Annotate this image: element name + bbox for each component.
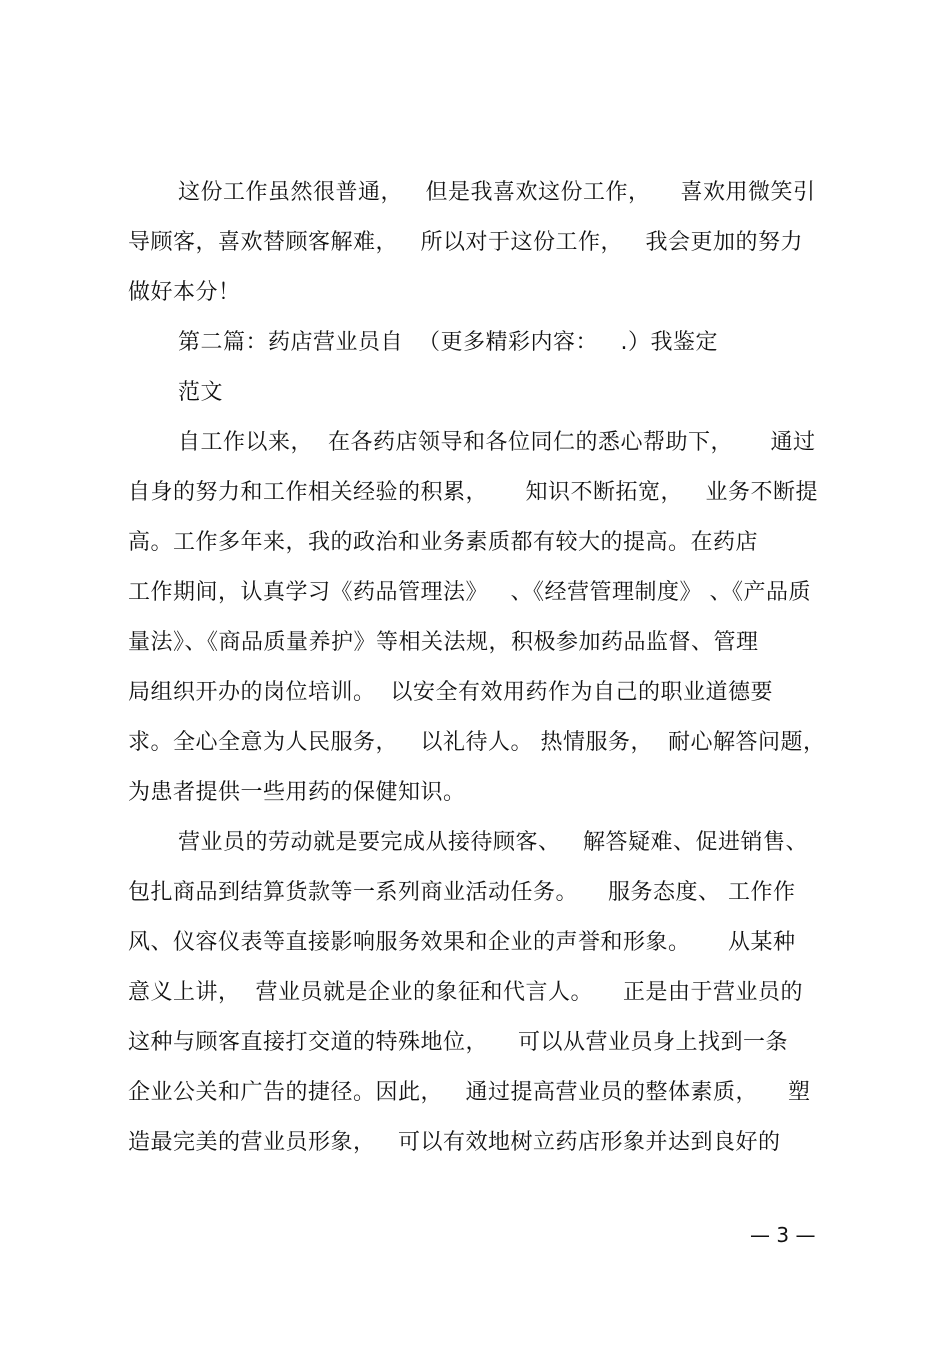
text-line: 导顾客，喜欢替顾客解难， 所以对于这份工作， 我会更加的努力: [128, 230, 803, 255]
text-line: 营业员的劳动就是要完成从接待顾客、 解答疑难、促进销售、: [178, 830, 808, 855]
text-line: 这份工作虽然很普通， 但是我喜欢这份工作， 喜欢用微笑引: [178, 180, 816, 205]
text-line: 自身的努力和工作相关经验的积累， 知识不断拓宽， 业务不断提: [128, 480, 818, 505]
text-line: 工作期间，认真学习《药品管理法》 、《经营管理制度》 、《产品质: [128, 580, 811, 605]
text-line: 企业公关和广告的捷径。因此， 通过提高营业员的整体素质， 塑: [128, 1080, 811, 1105]
text-line: 做好本分！: [128, 280, 241, 305]
section-heading: 范文: [178, 380, 224, 405]
text-line: 风、仪容仪表等直接影响服务效果和企业的声誉和形象。 从某种: [128, 930, 796, 955]
section-heading: 第二篇：药店营业员自 （更多精彩内容： .）我鉴定: [178, 330, 718, 355]
text-line: 量法》、《商品质量养护》等相关法规，积极参加药品监督、管理: [128, 630, 759, 655]
text-line: 包扎商品到结算货款等一系列商业活动任务。 服务态度、 工作作: [128, 880, 796, 905]
text-line: 这种与顾客直接打交道的特殊地位， 可以从营业员身上找到一条: [128, 1030, 788, 1055]
text-line: 求。全心全意为人民服务， 以礼待人。 热情服务， 耐心解答问题，: [128, 730, 826, 755]
text-line: 造最完美的营业员形象， 可以有效地树立药店形象并达到良好的: [128, 1130, 781, 1155]
page-number: — 3 —: [750, 1223, 816, 1247]
text-line: 自工作以来， 在各药店领导和各位同仁的悉心帮助下， 通过: [178, 430, 816, 455]
text-line: 为患者提供一些用药的保健知识。: [128, 780, 466, 805]
text-line: 局组织开办的岗位培训。 以安全有效用药作为自己的职业道德要: [128, 680, 773, 705]
text-line: 高。工作多年来，我的政治和业务素质都有较大的提高。在药店: [128, 530, 759, 555]
text-line: 意义上讲， 营业员就是企业的象征和代言人。 正是由于营业员的: [128, 980, 803, 1005]
